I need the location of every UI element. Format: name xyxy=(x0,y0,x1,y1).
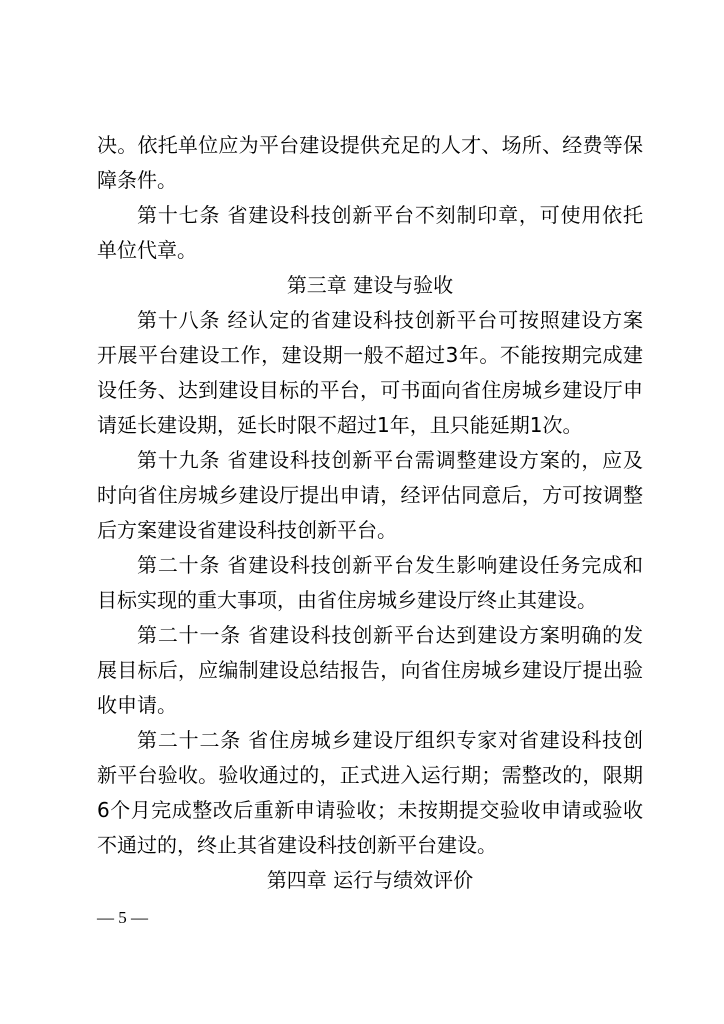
article-19: 第十九条 省建设科技创新平台需调整建设方案的，应及时向省住房城乡建设厅提出申请，经评估同意后，方可按调整后方案建设省建设科技创新平台。 xyxy=(97,448,643,542)
article-20: 第二十条 省建设科技创新平台发生影响建设任务完成和目标实现的重大事项，由省住房城乡建设厅终止其建设。 xyxy=(97,553,643,612)
paragraph-continuation: 决。依托单位应为平台建设提供充足的人才、场所、经费等保障条件。 xyxy=(97,133,643,192)
article-21: 第二十一条 省建设科技创新平台达到建设方案明确的发展目标后，应编制建设总结报告，向省住房城乡建设厅提出验收申请。 xyxy=(97,623,643,717)
chapter-3-heading: 第三章 建设与验收 xyxy=(286,273,454,297)
document-body xyxy=(97,128,643,898)
page-number: — 5 — xyxy=(97,908,148,927)
article-18: 第十八条 经认定的省建设科技创新平台可按照建设方案开展平台建设工作，建设期一般不超过3年。不能按期完成建设任务、达到建设目标的平台，可书面向省住房城乡建设厅申请延长建设期，延长时限不超过1年，且只能延期1次。 xyxy=(97,308,643,437)
chapter-4-heading: 第四章 运行与绩效评价 xyxy=(266,868,474,892)
article-17: 第十七条 省建设科技创新平台不刻制印章，可使用依托单位代章。 xyxy=(97,203,643,262)
article-22: 第二十二条 省住房城乡建设厅组织专家对省建设科技创新平台验收。验收通过的，正式进入运行期；需整改的，限期6个月完成整改后重新申请验收；未按期提交验收申请或验收不通过的，终止其省建设科技创新平台建设。 xyxy=(97,728,643,857)
